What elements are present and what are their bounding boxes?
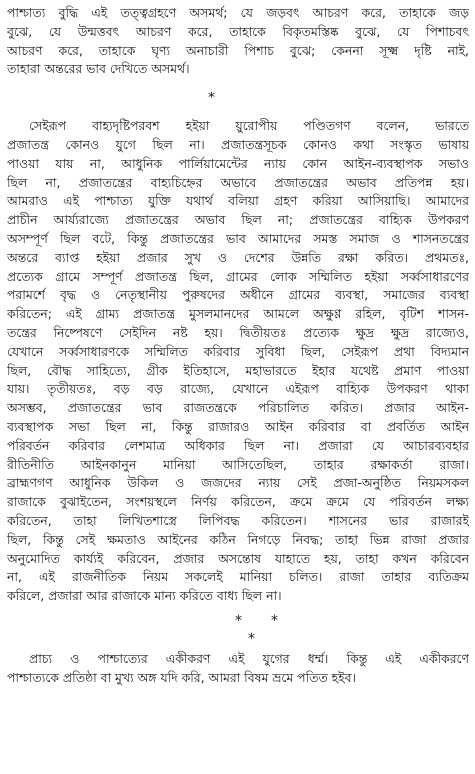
text-line: প্রাচীন আর্য্যরাজ্যে প্রজাতন্ত্রের অভাব ছিল না; প্রজাতন্ত্রের বাহ্যিক উপকরণ [7, 212, 469, 228]
text-line: বুঝে, যে উন্মত্তবৎ আচরণ করে, তাহাকে বিকৃতমস্তিষ্ক বুঝে, যে পিশাচবৎ [7, 23, 469, 39]
text-line: যেখানে সর্ব্বসাধারণকে সম্মিলিত করিবার সুবিধা ছিল, সেইরূপ প্রথা বিদ্যমান [7, 343, 469, 359]
text-line: অসম্পূর্ণ ছিল বটে, কিন্তু প্রজাতন্ত্রের ভাব আমাদের সমস্ত সমাজ ও শাসনতন্ত্রের [7, 230, 469, 246]
text-line: পাওয়া যায় না, আধুনিক পার্লিয়ামেন্টের ন্যায় কোন আইন-ব্যবস্থাপক সভাও [7, 155, 469, 171]
text-line: তন্ত্রের নিষ্পেষণে সেইদিন নষ্ট হয়। দ্বিতীয়তঃ প্রত্যেক ক্ষুদ্র ক্ষুদ্র রাজ্যেও, [7, 324, 469, 340]
text-line: ছিল, বৌদ্ধ সাহিত্যে, গ্রীক ইতিহাসে, মহাভারতে ইহার যথেষ্ট প্রমাণ পাওয়া [7, 362, 469, 378]
text-line: পরিবর্তন করিবার লেশমাত্র অধিকার ছিল না। প্রজারা যে আচারব্যবহার [7, 437, 469, 453]
paragraph-3 [7, 650, 469, 688]
separator-asterisk: * [248, 630, 255, 647]
text-line: প্রত্যেক গ্রামে সম্পূর্ণ প্রজাতন্ত্র ছিল, গ্রামের লোক সম্মিলিত হইয়া সর্ব্বসাধারণের [7, 268, 469, 284]
document-page [7, 4, 469, 688]
text-line: করিতেন; এই গ্রাম্য প্রজাতন্ত্র মুসলমানদের আমলে অক্ষুণ্ণ রহিল, বৃটিশ শাসন- [7, 306, 469, 322]
text-line: আমরাও এই পাশ্চাত্য যুক্তি যথার্থ বলিয়া গ্রহণ করিয়া আসিয়াছি। আমাদের [7, 193, 469, 209]
text-line: ছিল, কিন্তু সেই ক্ষমতাও আইনের কঠিন নিগড়ে নিবদ্ধ; তাহা ভিন্ন রাজা প্রজার [7, 531, 469, 547]
text-line: করিলে, প্রজারা আর রাজাকে মান্য করিতে বাধ্য ছিল না। [7, 588, 282, 604]
text-line: তাহারা অন্তরের ভাব দেখিতে অসমর্থ। [7, 61, 190, 77]
text-line: ব্রাহ্মণগণ আধুনিক উকিল ও জজদের ন্যায় সেই প্রজা-অনুষ্ঠিত নিয়মসকল [7, 475, 469, 491]
text-line: পাশ্চাত্যকে প্রতিষ্ঠা বা মুখ্য অঙ্গ যদি করি, আমরা বিষম ভ্রমে পতিত হইব। [7, 669, 356, 685]
text-line: সেইরূপ বাহ্যদৃষ্টিপরবশ হইয়া য়ুরোপীয় পণ্ডিতগণ বলেন, ভারতে [29, 118, 469, 134]
text-line: রাজাকে বুঝাইতেন, সংশয়স্থলে নির্ণয় করিতেন, ক্রমে ক্রমে যে পরিবর্তন লক্ষ্য [7, 494, 469, 510]
text-line: পাশ্চাত্য বুদ্ধি এই তত্ত্বগ্রহণে অসমর্থ; যে জড়বৎ আচরণ করে, তাহাকে জড় [7, 5, 469, 20]
text-line: আচরণ করে, তাহাকে ঘৃণ্য অনাচারী পিশাচ বুঝে; কেননা সূক্ষ্ম দৃষ্টি নাই, [7, 42, 469, 58]
text-line: পরামর্শে বৃদ্ধ ও নেতৃস্থানীয় পুরুষদের অধীনে গ্রামের ব্যবস্থা, সমাজের ব্যবস্থা [7, 287, 469, 303]
text-line: না, এই রাজনীতিক নিয়ম সকলেই মানিয়া চলিত। রাজা তাহার ব্যতিক্রম [7, 569, 469, 585]
section-separator [7, 612, 469, 630]
text-line: অসম্ভব, প্রজাতন্ত্রের ভাব রাজতন্ত্রকে পরিচালিত করিত। প্রজার আইন- [7, 400, 469, 416]
text-line: ছিল না, প্রজাতন্ত্রের বাহ্যচিহ্নের অভাবে প্রজাতন্ত্রের অভাব প্রতিপন্ন হয়। [7, 174, 469, 190]
text-line: যায়। তৃতীয়তঃ, বড় বড় রাজ্যে, যেখানে এইরূপ বাহ্যিক উপকরণ থাকা [7, 381, 469, 397]
text-line: করিতেন, তাহা লিখিতশাস্ত্রে লিপিবদ্ধ করিতেন। শাসনের ভার রাজারই [7, 512, 469, 528]
text-line: ব্যবস্থাপক সভা ছিল না, কিন্তু রাজারও আইন করিবার বা প্রবর্তিত আইন [7, 418, 469, 434]
text-line: প্রজাতন্ত্র কোনও যুগে ছিল না। প্রজাতন্ত্রসূচক কোনও কথা সংস্কৃত ভাষায় [7, 136, 469, 152]
section-separator [7, 630, 469, 648]
text-line: অন্তরে ব্যাপ্ত হইয়া প্রজার সুখ ও দেশের উন্নতি রক্ষা করিত। প্রথমতঃ, [7, 249, 469, 265]
separator-asterisk: * [208, 90, 215, 107]
text-line: অনুমোদিত কার্য্যই করিবেন, প্রজার অসন্তোষ যাহাতে হয়, তাহা কখন করিবেন [7, 550, 469, 566]
section-separator [7, 89, 469, 107]
separator-asterisk: * [271, 612, 278, 629]
text-line: প্রাচ্য ও পাশ্চাত্যের একীকরণ এই যুগের ধর্ম্ম। কিন্তু এই একীকরণে [29, 650, 469, 666]
paragraph-2 [7, 117, 469, 606]
paragraph-1 [7, 4, 469, 79]
separator-asterisk: * [235, 612, 242, 629]
text-line: রীতিনীতি আইনকানুন মানিয়া আসিতেছিল, তাহার রক্ষাকর্তা রাজা। [7, 456, 469, 472]
